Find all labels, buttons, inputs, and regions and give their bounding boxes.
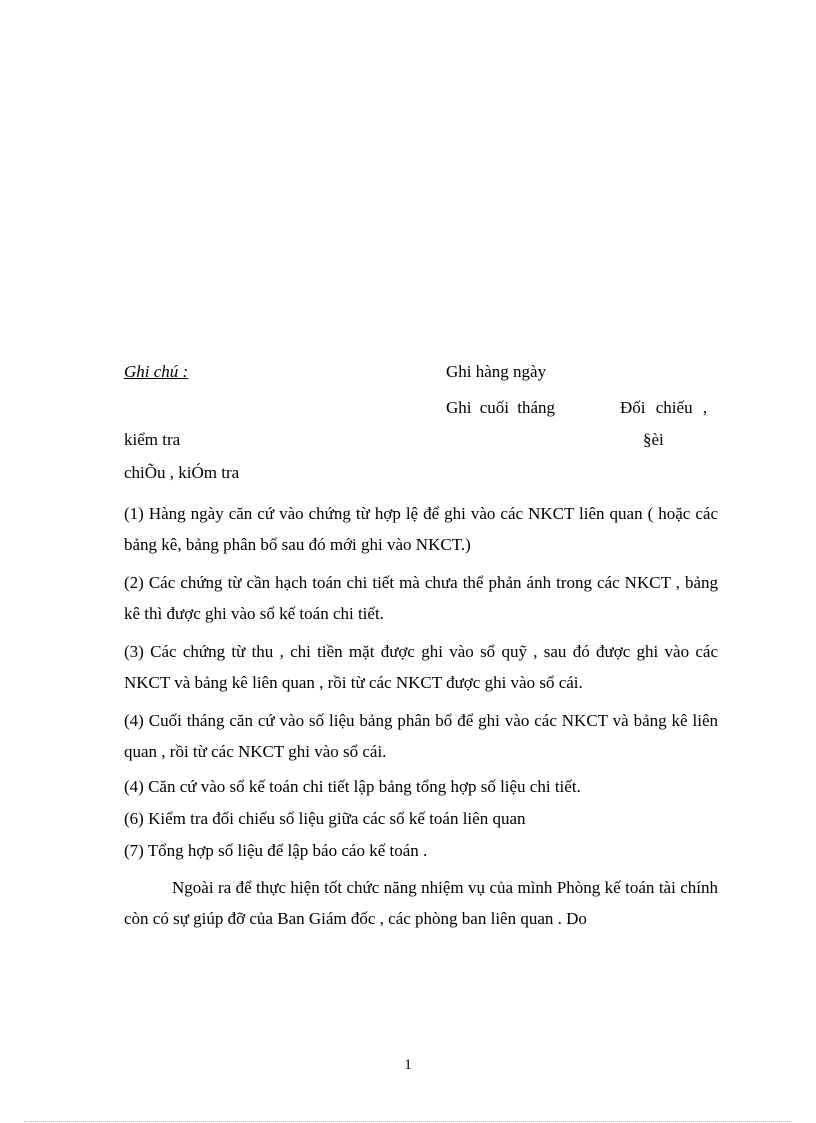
page-bottom-edge: [24, 1121, 792, 1122]
legend-month-end-entry: Ghi cuối tháng: [446, 398, 556, 417]
legend-compare-entry: Đối chiếu ,: [620, 398, 708, 417]
page-number: 1: [404, 1057, 412, 1073]
legend-daily-entry: Ghi hàng ngày: [446, 362, 547, 381]
document-body: [124, 498, 718, 941]
line-step-6: (6) Kiểm tra đối chiếu số liệu giữa các sổ kế toán liên quan: [124, 809, 526, 828]
paragraph-step-1: (1) Hàng ngày căn cứ vào chứng từ hợp lệ để ghi vào các NKCT liên quan ( hoặc các bảng kê, bảng phân bổ sau đó mới ghi vào NKCT.): [124, 504, 718, 554]
legend-title: Ghi chú :: [124, 362, 189, 381]
legend-garbled-text-2: chiÕu , kiÓm tra: [124, 463, 240, 482]
legend-check-text: kiểm tra: [124, 430, 181, 449]
closing-paragraph: Ngoài ra để thực hiện tốt chức năng nhiệm vụ của mình Phòng kế toán tài chính còn có sự giúp đỡ của Ban Giám đốc , các phòng ban liên quan . Do: [124, 878, 718, 928]
line-step-7: (7) Tổng hợp số liệu để lập báo cáo kế toán .: [124, 841, 428, 860]
paragraph-step-3: (3) Các chứng từ thu , chi tiền mặt được ghi vào sổ quỹ , sau đó được ghi vào các NKCT và bảng kê liên quan , rồi từ các NKCT được ghi vào sổ cái.: [124, 642, 718, 692]
paragraph-step-2: (2) Các chứng từ cần hạch toán chi tiết mà chưa thể phản ánh trong các NKCT , bảng kê thì được ghi vào sổ kế toán chi tiết.: [124, 573, 718, 623]
legend-garbled-text-1: §èi: [643, 430, 664, 449]
line-step-4b: (4) Căn cứ vào sổ kế toán chi tiết lập bảng tổng hợp số liệu chi tiết.: [124, 777, 581, 796]
paragraph-step-4: (4) Cuối tháng căn cứ vào số liệu bảng phân bổ để ghi vào các NKCT và bảng kê liên quan , rồi từ các NKCT ghi vào sổ cái.: [124, 711, 718, 761]
